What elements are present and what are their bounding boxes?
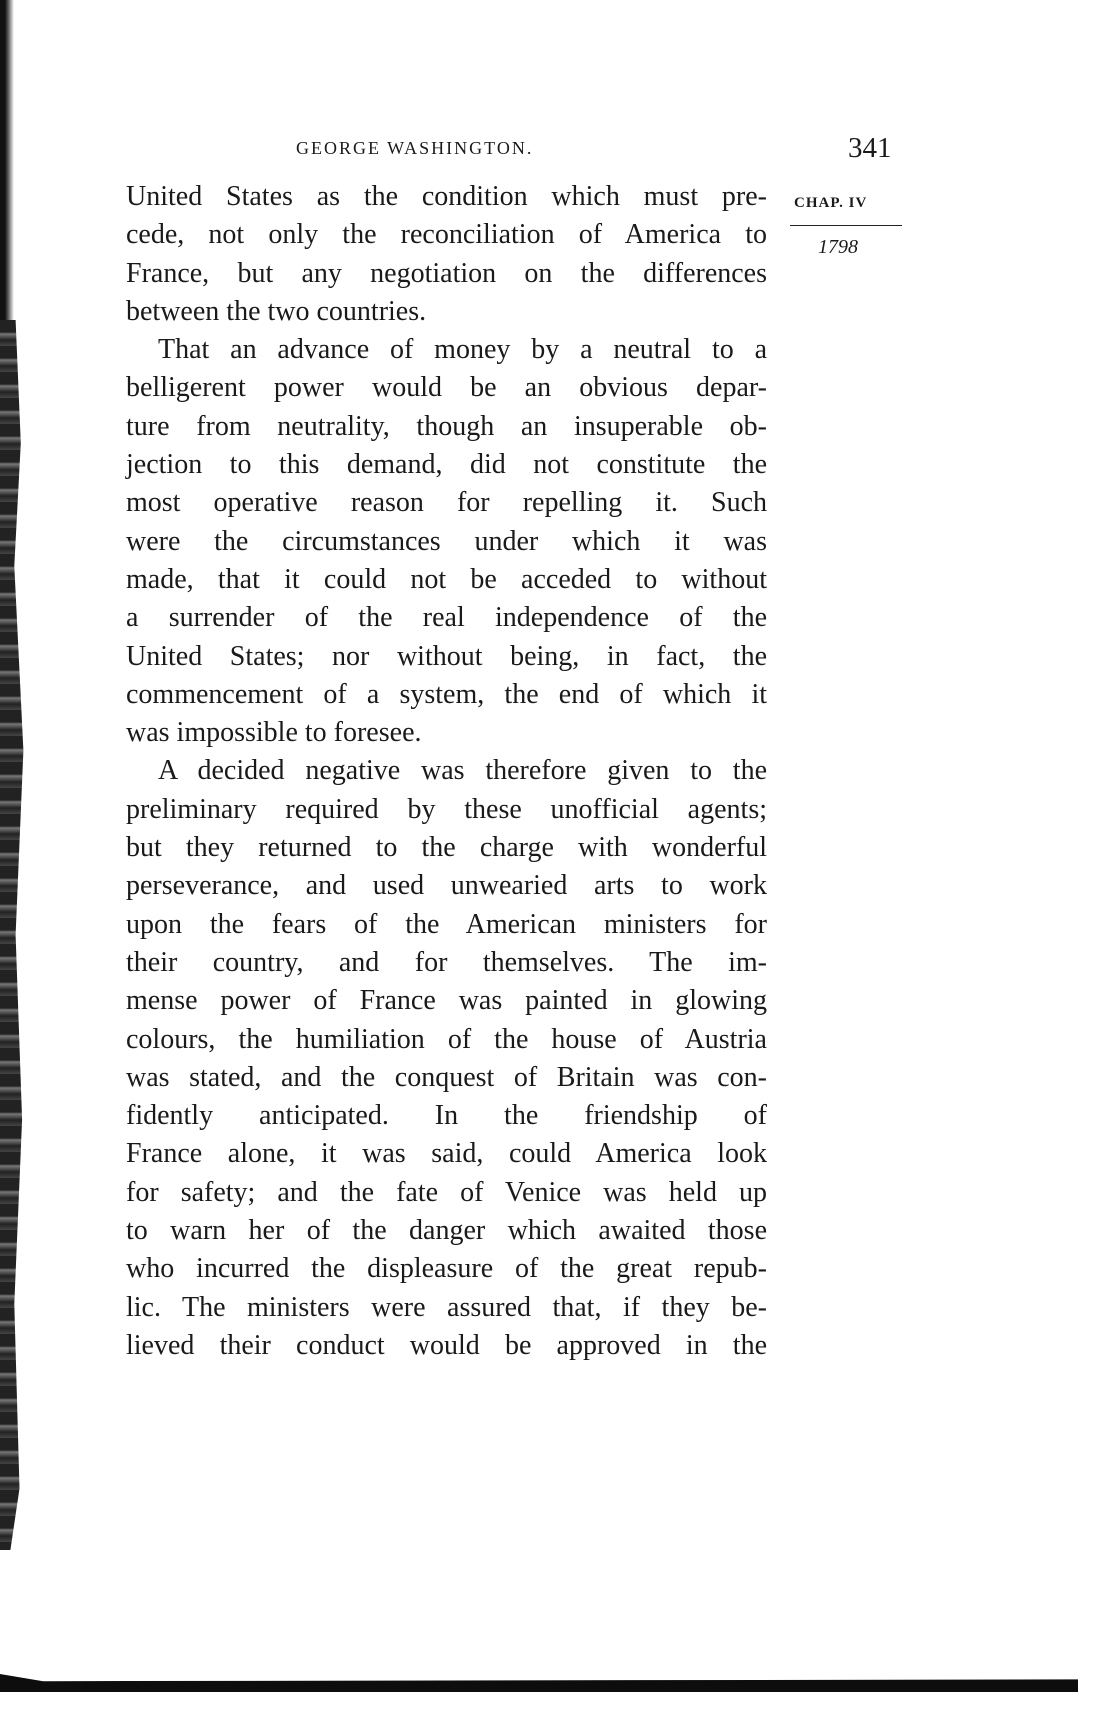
text-line: but they returned to the charge with wonderful (126, 832, 767, 864)
text-line: France, but any negotiation on the differences (126, 257, 767, 289)
text-line: ture from neutrality, though an insuperable ob- (126, 410, 767, 442)
margin-chapter: CHAP. IV (794, 195, 868, 211)
text-line: France alone, it was said, could America look (126, 1138, 767, 1170)
text-line: mense power of France was painted in glowing (126, 985, 767, 1017)
text-line: cede, not only the reconciliation of America to (126, 219, 767, 251)
paragraph (126, 331, 767, 752)
text-line: to warn her of the danger which awaited those (126, 1215, 767, 1247)
paragraph (126, 752, 767, 1365)
running-head: GEORGE WASHINGTON. (296, 138, 534, 158)
text-line: lic. The ministers were assured that, if they be- (126, 1291, 767, 1323)
text-line: most operative reason for repelling it. Such (126, 487, 767, 519)
paragraph (126, 178, 767, 331)
scan-edge-binding (0, 320, 26, 1550)
text-line: who incurred the displeasure of the great repub- (126, 1253, 767, 1285)
margin-rule (790, 225, 902, 226)
text-line: commencement of a system, the end of which it (126, 678, 767, 710)
scan-bottom-edge (0, 1674, 1078, 1692)
text-line: United States as the condition which must pre- (126, 181, 767, 212)
text-line: a surrender of the real independence of the (126, 602, 767, 634)
text-line: United States; nor without being, in fact, the (126, 640, 767, 672)
text-line: were the circumstances under which it was (126, 525, 767, 557)
page-number: 341 (848, 132, 892, 164)
text-line: upon the fears of the American ministers for (126, 908, 767, 940)
text-line: belligerent power would be an obvious depar- (126, 372, 767, 404)
text-line: jection to this demand, did not constitute the (126, 449, 767, 481)
body-text (126, 178, 767, 1365)
text-line: fidently anticipated. In the friendship of (126, 1100, 767, 1132)
text-line: preliminary required by these unofficial agents; (126, 793, 767, 825)
text-line: A decided negative was therefore given to the (158, 755, 767, 787)
text-line: lieved their conduct would be approved in the (126, 1329, 767, 1361)
text-line: perseverance, and used unwearied arts to work (126, 870, 767, 902)
text-line: between the two countries. (126, 295, 427, 327)
text-line: was stated, and the conquest of Britain was con- (126, 1061, 767, 1093)
text-line: their country, and for themselves. The im- (126, 946, 767, 978)
margin-year: 1798 (818, 236, 858, 258)
text-line: for safety; and the fate of Venice was held up (126, 1176, 767, 1208)
text-line: made, that it could not be acceded to without (126, 563, 767, 595)
text-line: colours, the humiliation of the house of Austria (126, 1023, 767, 1055)
text-line: That an advance of money by a neutral to a (158, 334, 767, 366)
text-line: was impossible to foresee. (126, 717, 422, 749)
